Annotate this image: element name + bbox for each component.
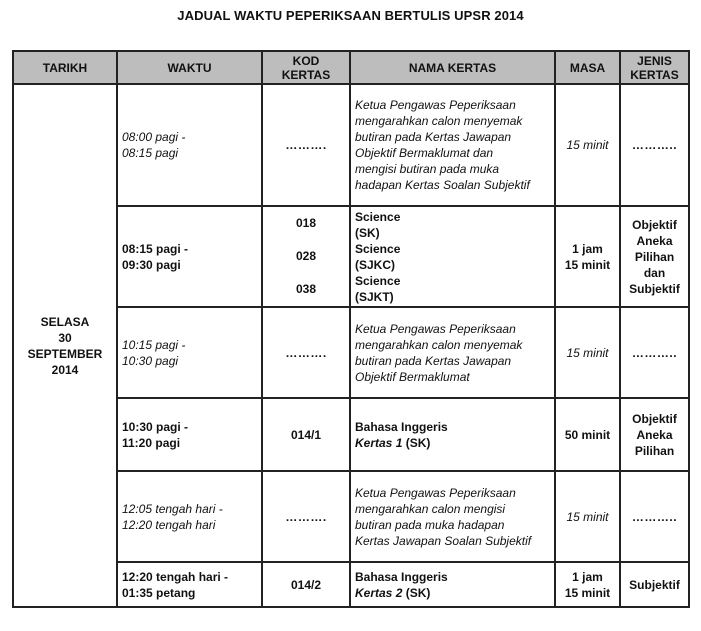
masa-cell: 15 minit xyxy=(555,84,620,206)
nama-line: Ketua Pengawas Peperiksaan xyxy=(355,485,516,500)
nama-line: Objektif Bermaklumat dan xyxy=(355,146,494,160)
jenis-line: Aneka xyxy=(636,233,673,248)
nama-line: Science xyxy=(355,273,401,288)
tarikh-date: 30 xyxy=(58,330,72,345)
kod-cell: 014/2 xyxy=(262,562,350,607)
masa-cell: 15 minit xyxy=(555,471,620,562)
masa-cell: 50 minit xyxy=(555,398,620,471)
nama-line: Ketua Pengawas Peperiksaan xyxy=(355,321,516,336)
header-kod-line2: KERTAS xyxy=(281,67,331,82)
jenis-cell xyxy=(620,398,689,471)
waktu-cell xyxy=(117,398,262,471)
jenis-cell xyxy=(620,206,689,307)
exam-timetable xyxy=(12,50,690,608)
jenis-line: Pilihan xyxy=(634,443,675,458)
nama-line: Science xyxy=(355,209,401,224)
masa-line: 15 minit xyxy=(564,257,611,272)
jenis-line: Pilihan dan xyxy=(634,249,675,280)
jenis-line: Objektif xyxy=(632,411,677,426)
jenis-cell: ……….. xyxy=(620,307,689,398)
nama-line: Ketua Pengawas Peperiksaan xyxy=(355,98,516,112)
nama-line: Bahasa Inggeris xyxy=(355,569,448,584)
nama-cell xyxy=(350,307,555,398)
waktu-end: 11:20 pagi xyxy=(122,435,181,450)
nama-line: Bahasa Inggeris xyxy=(355,419,448,434)
kod-cell: ………. xyxy=(262,84,350,206)
header-row xyxy=(13,51,689,84)
nama-line: (SJKT) xyxy=(355,289,394,304)
tarikh-year: 2014 xyxy=(51,362,79,377)
nama-line: mengarahkan calon mengisi xyxy=(355,501,506,516)
tarikh-month: SEPTEMBER xyxy=(27,346,103,361)
nama-cell xyxy=(350,84,555,206)
jenis-line: Subjektif xyxy=(629,281,680,296)
waktu-start: 08:15 pagi - xyxy=(122,241,189,256)
nama-line: (SK) xyxy=(355,225,380,240)
tarikh-cell xyxy=(13,84,117,607)
nama-kertas-suffix: (SK) xyxy=(402,435,431,450)
header-jenis-line1: JENIS xyxy=(637,53,672,68)
jenis-line: Objektif xyxy=(632,217,677,232)
header-tarikh: TARIKH xyxy=(13,51,117,84)
waktu-start: 12:20 tengah hari - xyxy=(122,569,229,584)
header-waktu: WAKTU xyxy=(117,51,262,84)
nama-line: (SJKC) xyxy=(355,257,396,272)
document-title: JADUAL WAKTU PEPERIKSAAN BERTULIS UPSR 2014 xyxy=(177,8,524,23)
waktu-end: 09:30 pagi xyxy=(122,257,181,272)
masa-line: 1 jam xyxy=(572,241,603,256)
nama-cell xyxy=(350,398,555,471)
nama-line: mengarahkan calon menyemak xyxy=(355,337,523,352)
waktu-start: 10:30 pagi - xyxy=(122,419,189,434)
nama-line: Science xyxy=(355,241,401,256)
kod-item: 018 xyxy=(295,216,317,230)
nama-line xyxy=(355,585,550,601)
nama-line: Kertas Jawapan Soalan Subjektif xyxy=(355,533,532,548)
header-kod-line1: KOD xyxy=(292,53,320,68)
waktu-end: 10:30 pagi xyxy=(122,353,179,368)
jenis-line: Aneka xyxy=(636,427,673,442)
header-jenis-kertas xyxy=(620,51,689,84)
nama-cell xyxy=(350,562,555,607)
kod-cell: ………. xyxy=(262,471,350,562)
waktu-cell xyxy=(117,307,262,398)
nama-line: mengisi butiran pada muka xyxy=(355,162,500,176)
kod-cell: 014/1 xyxy=(262,398,350,471)
masa-cell xyxy=(555,562,620,607)
jenis-cell: ……….. xyxy=(620,471,689,562)
nama-kertas-number: Kertas 2 xyxy=(355,585,403,600)
nama-cell xyxy=(350,206,555,307)
nama-line: butiran pada Kertas Jawapan xyxy=(355,130,512,144)
header-kod-kertas xyxy=(262,51,350,84)
jenis-cell: ……….. xyxy=(620,84,689,206)
kod-item: 028 xyxy=(295,249,317,263)
nama-line xyxy=(355,435,550,451)
waktu-cell xyxy=(117,206,262,307)
kod-cell xyxy=(262,206,350,307)
waktu-cell xyxy=(117,562,262,607)
tarikh-day: SELASA xyxy=(40,314,90,329)
masa-cell: 15 minit xyxy=(555,307,620,398)
waktu-start: 12:05 tengah hari - xyxy=(122,501,223,516)
nama-cell xyxy=(350,471,555,562)
waktu-end: 12:20 tengah hari xyxy=(122,517,216,532)
waktu-end: 08:15 pagi xyxy=(122,146,179,160)
waktu-start: 08:00 pagi - xyxy=(122,130,186,144)
masa-cell xyxy=(555,206,620,307)
nama-line: butiran pada Kertas Jawapan xyxy=(355,353,512,368)
waktu-start: 10:15 pagi - xyxy=(122,337,186,352)
waktu-cell xyxy=(117,84,262,206)
nama-line: butiran pada muka hadapan xyxy=(355,517,505,532)
jenis-cell: Subjektif xyxy=(620,562,689,607)
waktu-end: 01:35 petang xyxy=(122,585,196,600)
header-nama-kertas: NAMA KERTAS xyxy=(350,51,555,84)
header-masa: MASA xyxy=(555,51,620,84)
kod-cell: ………. xyxy=(262,307,350,398)
nama-kertas-number: Kertas 1 xyxy=(355,435,403,450)
nama-line: hadapan Kertas Soalan Subjektif xyxy=(355,178,530,192)
masa-line: 15 minit xyxy=(564,585,611,600)
masa-line: 1 jam xyxy=(572,569,603,584)
nama-line: Objektif Bermaklumat xyxy=(355,369,470,384)
kod-item: 038 xyxy=(295,282,317,296)
header-jenis-line2: KERTAS xyxy=(630,67,679,82)
table-row xyxy=(13,84,689,206)
nama-line: mengarahkan calon menyemak xyxy=(355,114,523,128)
nama-kertas-suffix: (SK) xyxy=(402,585,431,600)
waktu-cell xyxy=(117,471,262,562)
